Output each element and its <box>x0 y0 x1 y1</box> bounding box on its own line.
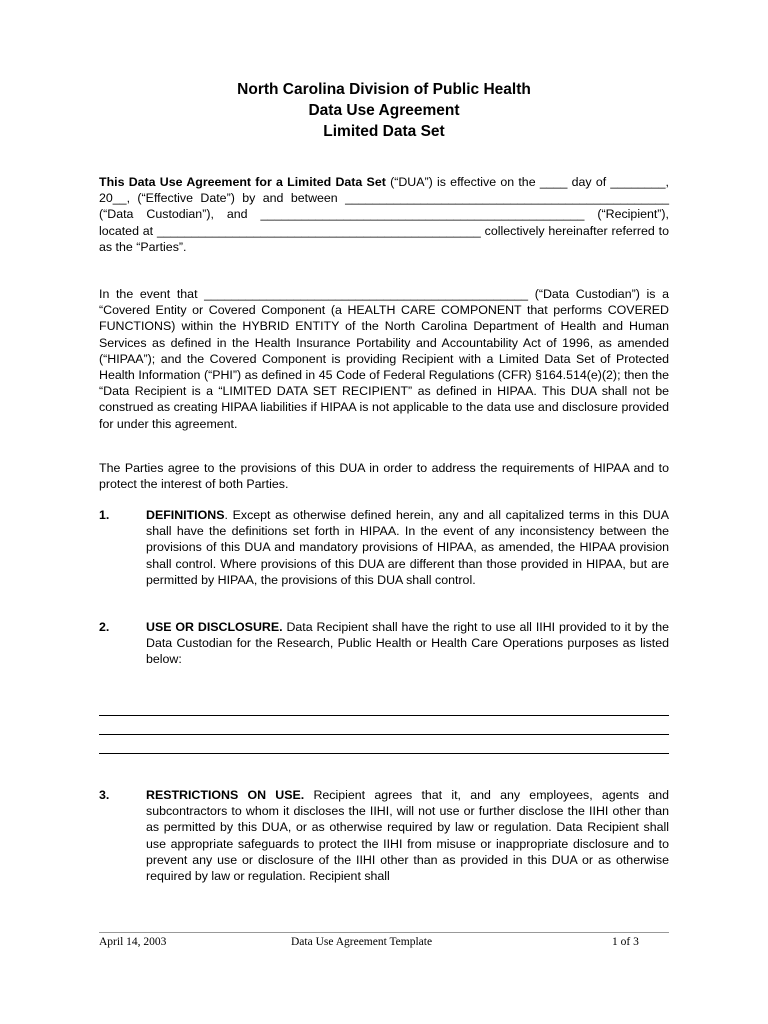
footer-document-title: Data Use Agreement Template <box>291 936 433 948</box>
intro-paragraph <box>99 174 669 255</box>
document-title-line-2: Data Use Agreement <box>308 102 460 119</box>
section-body <box>146 787 669 884</box>
parties-paragraph: The Parties agree to the provisions of this DUA in order to address the requirements of HIPAA and to protect the interest of both Parties. <box>99 461 669 492</box>
blank-fill-line <box>99 753 669 754</box>
section-text: Recipient agrees that it, and any employees, agents and subcontractors to whom it discloses the IIHI, will not use or further disclose the IIHI other than as permitted by this DUA, or as otherwise required by law or regulation. Data Recipient shall use appropriate safeguards to protect the IIHI from misuse or inappropriate disclosure and to prevent any use or disclosure of the IIHI other than as provided in this DUA or as otherwise required by law or regulation. Recipient shall <box>146 788 670 884</box>
section-number: 1. <box>99 508 110 522</box>
footer-divider <box>99 932 669 933</box>
document-title-line-1: North Carolina Division of Public Health <box>237 81 531 98</box>
section-text: Data Recipient shall have the right to use all IIHI provided to it by the Data Custodian for the Research, Public Health or Health Care Operations purposes as listed below: <box>146 620 669 667</box>
intro-bold-lead: This Data Use Agreement for a Limited Data Set <box>99 175 386 189</box>
blank-fill-line <box>99 734 669 735</box>
section-heading: RESTRICTIONS ON USE. <box>146 788 305 802</box>
section-heading: DEFINITIONS <box>146 508 225 522</box>
document-title-line-3: Limited Data Set <box>323 123 445 140</box>
footer-page-number: 1 of 3 <box>612 936 639 948</box>
section-body <box>146 619 669 668</box>
intro-text: (“DUA”) is effective on the ____ day of ________, 20__, (“Effective Date”) by and between _______________________________________________ (“Data Custodian”), and _______________________________________________ (“Recipient”), located at _______________________________________________ collectively hereinafter referred to as the “Parties”. <box>99 175 669 254</box>
section-restrictions-on-use <box>99 787 669 884</box>
section-number: 2. <box>99 620 110 634</box>
event-paragraph: In the event that _______________________________________________ (“Data Custodian”) is a “Covered Entity or Covered Component (a HEALTH CARE COMPONENT that performs COVERED FUNCTIONS) within the HYBRID ENTITY of the North Carolina Department of Health and Human Services as defined in the Health Insurance Portability and Accountability Act of 1996, as amended (“HIPAA”); and the Covered Component is providing Recipient with a Limited Data Set of Protected Health Information (“PHI”) as defined in 45 Code of Federal Regulations (CFR) §164.514(e)(2); then the “Data Recipient is a “LIMITED DATA SET RECIPIENT” as defined in HIPAA. This DUA shall not be construed as creating HIPAA liabilities if HIPAA is not applicable to the data use and disclosure provided for under this agreement. <box>99 287 669 431</box>
section-use-or-disclosure <box>99 619 669 668</box>
section-body <box>146 507 669 588</box>
section-text: . Except as otherwise defined herein, any and all capitalized terms in this DUA shall have the definitions set forth in HIPAA. In the event of any inconsistency between the provisions of this DUA and mandatory provisions of HIPAA, as amended, the HIPAA provision shall control. Where provisions of this DUA are different than those provided in HIPAA, but are permitted by HIPAA, the provisions of this DUA shall control. <box>146 508 669 587</box>
footer-date: April 14, 2003 <box>99 936 167 948</box>
blank-fill-line <box>99 715 669 716</box>
section-heading: USE OR DISCLOSURE. <box>146 620 283 634</box>
section-definitions <box>99 507 669 588</box>
section-number: 3. <box>99 788 110 802</box>
